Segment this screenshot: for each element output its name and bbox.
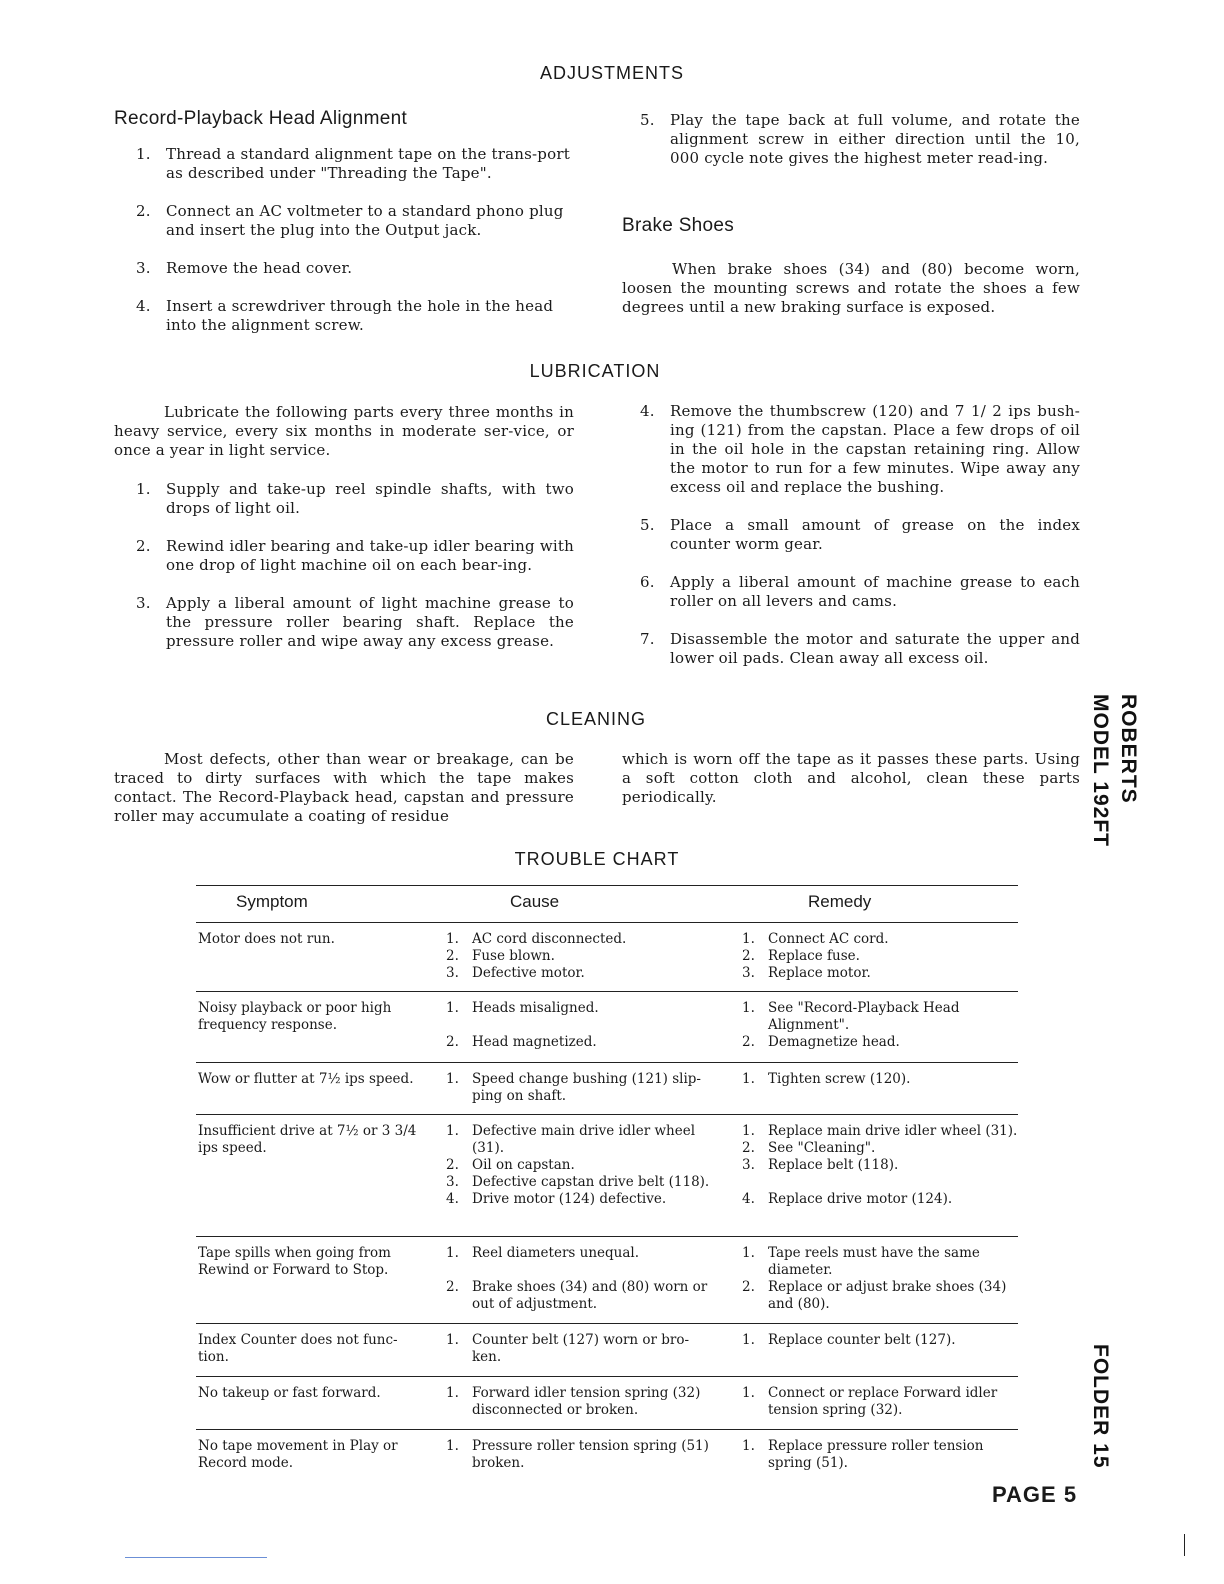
lubrication-list-continued (618, 402, 1080, 687)
list-item: 3. Remove the head cover. (136, 259, 353, 277)
table-row (196, 1377, 1018, 1430)
list-item: 5. Play the tape back at full volume, and rotate the alignment screw in either direction until the 10, 000 cycle note gives the highest meter read-ing. (640, 111, 1080, 167)
lubrication-intro: Lubricate the following parts every three months in heavy service, every six months in moderate ser-vice, or once a year in light service. (114, 403, 574, 459)
footer-rule (125, 1557, 267, 1558)
head-alignment-list-continued (618, 111, 1080, 187)
remedy-cell: 1. Tape reels must have the same diameter. 2. Replace or adjust brake shoes (34) and (80). (742, 1245, 1007, 1312)
page-number: PAGE 5 (992, 1482, 1078, 1507)
table-row (196, 992, 1018, 1063)
header-remedy: Remedy (808, 892, 872, 911)
symptom-cell: No takeup or fast forward. (198, 1385, 381, 1401)
lubrication-list (114, 480, 574, 670)
symptom-cell: Index Counter does not func-tion. (198, 1332, 398, 1365)
list-item: 2. Rewind idler bearing and take-up idler bearing with one drop of light machine oil on each bear-ing. (136, 537, 574, 574)
lubrication-title: LUBRICATION (529, 361, 661, 381)
symptom-cell: Tape spills when going from Rewind or Forward to Stop. (198, 1245, 391, 1278)
head-alignment-heading: Record-Playback Head Alignment (114, 108, 408, 129)
remedy-cell: 1. Tighten screw (120). (742, 1071, 911, 1087)
remedy-cell: 1. Connect AC cord. 2. Replace fuse. 3. Replace motor. (742, 931, 889, 981)
cleaning-text-left: Most defects, other than wear or breakage, can be traced to dirty surfaces with which the tape makes contact. The Record-Playback head, capstan and pressure roller may accumulate a coating of residue (114, 750, 574, 825)
list-item: 4. Remove the thumbscrew (120) and 7 1/ 2 ips bush-ing (121) from the capstan. Place a few drops of oil in the oil hole in the capstan retaining ring. Allow the motor to run for a few minutes. Wipe away any excess oil and replace the bushing. (640, 402, 1080, 496)
header-symptom: Symptom (236, 892, 308, 911)
symptom-cell: Insufficient drive at 7½ or 3 3/4 ips speed. (198, 1123, 417, 1156)
list-item: 2. Connect an AC voltmeter to a standard phono plug and insert the plug into the Output jack. (136, 202, 564, 239)
header-cause: Cause (510, 892, 560, 911)
brake-shoes-heading: Brake Shoes (622, 215, 735, 236)
table-row (196, 1063, 1018, 1115)
side-label-folder: FOLDER 15 (1089, 1344, 1112, 1469)
cause-cell: 1. Forward idler tension spring (32) disconnected or broken. (446, 1385, 701, 1418)
side-label-model: MODEL 192FT (1089, 694, 1112, 847)
trouble-chart-table (196, 885, 1018, 1480)
table-row (196, 1324, 1018, 1377)
symptom-cell: No tape movement in Play or Record mode. (198, 1438, 398, 1471)
cause-cell: 1. Defective main drive idler wheel (31). 2. Oil on capstan. 3. Defective capstan drive belt (118). 4. Drive motor (124) defective. (446, 1123, 710, 1207)
brake-shoes-text: When brake shoes (34) and (80) become worn, loosen the mounting screws and rotate the shoes a few degrees until a new braking surface is exposed. (622, 260, 1080, 316)
symptom-cell: Wow or flutter at 7½ ips speed. (198, 1071, 414, 1087)
list-item: 3. Apply a liberal amount of light machine grease to the pressure roller bearing shaft. Replace the pressure roller and wipe away any excess grease. (136, 594, 574, 650)
remedy-cell: 1. Replace main drive idler wheel (31). 2. See "Cleaning". 3. Replace belt (118). 4. Replace drive motor (124). (742, 1123, 1018, 1207)
remedy-cell: 1. Replace counter belt (127). (742, 1332, 956, 1348)
adjustments-title: ADJUSTMENTS (539, 63, 684, 83)
cleaning-title: CLEANING (545, 709, 647, 729)
remedy-cell: 1. See "Record-Playback Head Alignment". 2. Demagnetize head. (742, 1000, 960, 1050)
list-item: 1. Thread a standard alignment tape on the trans-port as described under "Threading the Tape". (136, 145, 570, 182)
cause-cell: 1. Counter belt (127) worn or bro-ken. (446, 1332, 690, 1365)
remedy-cell: 1. Replace pressure roller tension spring (51). (742, 1438, 984, 1471)
remedy-cell: 1. Connect or replace Forward idler tension spring (32). (742, 1385, 998, 1418)
cause-cell: 1. Reel diameters unequal. 2. Brake shoes (34) and (80) worn or out of adjustment. (446, 1245, 708, 1312)
head-alignment-list (114, 145, 574, 354)
list-item: 4. Insert a screwdriver through the hole in the head into the alignment screw. (136, 297, 554, 334)
list-item: 5. Place a small amount of grease on the index counter worm gear. (640, 516, 1080, 553)
list-item: 7. Disassemble the motor and saturate the upper and lower oil pads. Clean away all excess oil. (640, 630, 1080, 667)
table-row (196, 1430, 1018, 1480)
list-item: 6. Apply a liberal amount of machine grease to each roller on all levers and cams. (640, 573, 1080, 610)
symptom-cell: Noisy playback or poor high frequency response. (198, 1000, 392, 1033)
side-label-brand: ROBERTS (1117, 694, 1140, 804)
table-header (196, 885, 1018, 923)
cause-cell: 1. Pressure roller tension spring (51) broken. (446, 1438, 709, 1471)
symptom-cell: Motor does not run. (198, 931, 335, 947)
cause-cell: 1. Heads misaligned. 2. Head magnetized. (446, 1000, 599, 1050)
cause-cell: 1. Speed change bushing (121) slip-ping on shaft. (446, 1071, 701, 1104)
cause-cell: 1. AC cord disconnected. 2. Fuse blown. 3. Defective motor. (446, 931, 627, 981)
list-item: 1. Supply and take-up reel spindle shafts, with two drops of light oil. (136, 480, 574, 517)
table-row (196, 923, 1018, 992)
trouble-chart-title: TROUBLE CHART (514, 849, 680, 869)
cleaning-text-right: which is worn off the tape as it passes these parts. Using a soft cotton cloth and alcohol, clean these parts periodically. (622, 750, 1080, 806)
margin-mark (1184, 1534, 1185, 1556)
table-row (196, 1115, 1018, 1237)
table-row (196, 1237, 1018, 1324)
